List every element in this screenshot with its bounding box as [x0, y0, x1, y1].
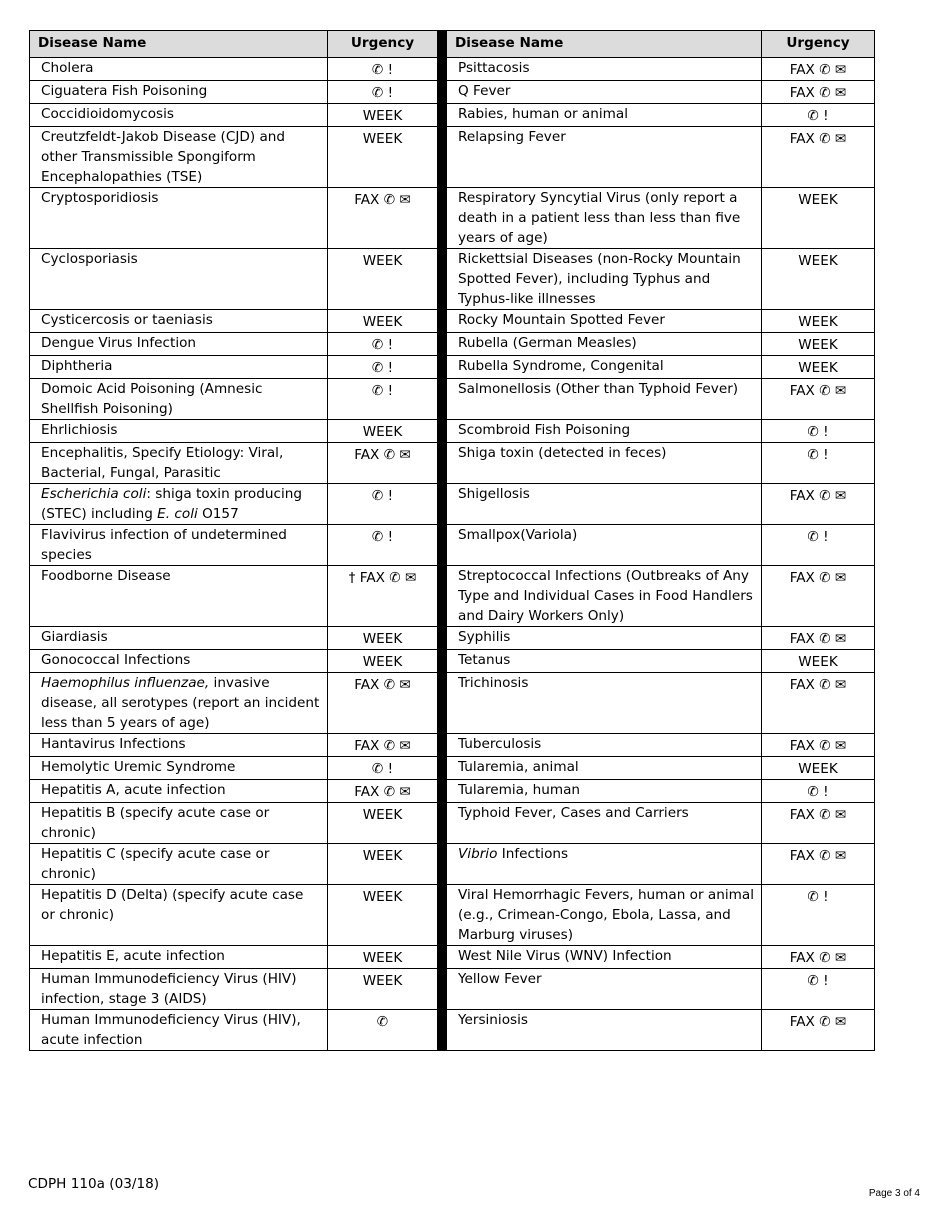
disease-name-text: Rabies, human or animal — [458, 106, 629, 122]
urgency-right — [762, 310, 875, 333]
column-separator — [438, 650, 447, 673]
disease-name-text: Domoic Acid Poisoning (Amnesic Shellfish Poisoning) — [41, 381, 263, 417]
disease-name-text: Ehrlichiosis — [41, 422, 118, 438]
form-id: CDPH 110a (03/18) — [28, 1176, 160, 1192]
disease-name-left — [30, 484, 328, 525]
header-disease-name-right: Disease Name — [447, 31, 762, 58]
disease-name-left — [30, 627, 328, 650]
disease-name-text: Giardiasis — [41, 629, 108, 645]
disease-name-text: Rubella Syndrome, Congenital — [458, 358, 664, 374]
column-separator — [438, 188, 447, 249]
column-separator — [438, 525, 447, 566]
urgency-code: WEEK — [798, 761, 838, 777]
table-row — [30, 969, 875, 1010]
urgency-code: FAX ✆ ✉ — [354, 738, 411, 754]
urgency-left — [328, 803, 438, 844]
urgency-code: WEEK — [362, 131, 403, 147]
urgency-code: FAX ✆ ✉ — [789, 807, 847, 823]
urgency-left — [328, 650, 438, 673]
urgency-code: ✆ ! — [807, 784, 829, 800]
disease-name-left — [30, 379, 328, 420]
disease-name-right — [447, 249, 762, 310]
disease-name-text: Creutzfeldt-Jakob Disease (CJD) and other Transmissible Spongiform Encephalopathies (TSE) — [41, 129, 286, 185]
page-number: Page 3 of 4 — [868, 1188, 920, 1199]
disease-name-italic: Vibrio — [458, 846, 498, 862]
urgency-code: FAX ✆ ✉ — [354, 447, 411, 463]
urgency-right — [762, 885, 875, 946]
urgency-left — [328, 525, 438, 566]
header-urgency-right: Urgency — [762, 31, 875, 58]
table-row — [30, 627, 875, 650]
disease-name-text: Yersiniosis — [458, 1012, 528, 1028]
urgency-right — [762, 104, 875, 127]
table-header-row — [30, 31, 875, 58]
urgency-code: WEEK — [362, 314, 403, 330]
urgency-code: FAX ✆ ✉ — [789, 85, 847, 101]
disease-name-right — [447, 650, 762, 673]
urgency-right — [762, 188, 875, 249]
column-separator — [438, 58, 447, 81]
table-row — [30, 566, 875, 627]
disease-name-left — [30, 249, 328, 310]
disease-name-text: Cryptosporidiosis — [41, 190, 159, 206]
disease-name-text: Relapsing Fever — [458, 129, 566, 145]
disease-name-text: Rubella (German Measles) — [458, 335, 637, 351]
column-separator — [438, 757, 447, 780]
disease-name-left — [30, 127, 328, 188]
table-row — [30, 310, 875, 333]
urgency-code: ✆ — [376, 1014, 389, 1030]
column-separator — [438, 803, 447, 844]
urgency-code: FAX ✆ ✉ — [789, 848, 847, 864]
disease-name-left — [30, 81, 328, 104]
urgency-code: WEEK — [798, 654, 838, 670]
disease-name-right — [447, 1010, 762, 1051]
urgency-right — [762, 58, 875, 81]
column-separator — [438, 484, 447, 525]
table-row — [30, 104, 875, 127]
disease-name-text: Human Immunodeficiency Virus (HIV), acute infection — [41, 1012, 301, 1048]
table-row — [30, 1010, 875, 1051]
disease-name-left — [30, 58, 328, 81]
disease-name-text: O157 — [197, 506, 239, 522]
urgency-code: ✆ ! — [371, 488, 394, 504]
table-row — [30, 650, 875, 673]
disease-name-left — [30, 757, 328, 780]
urgency-left — [328, 58, 438, 81]
urgency-code: WEEK — [362, 108, 403, 124]
disease-name-left — [30, 566, 328, 627]
urgency-left — [328, 844, 438, 885]
header-urgency-left: Urgency — [328, 31, 438, 58]
disease-name-left — [30, 780, 328, 803]
disease-name-text: Rickettsial Diseases (non-Rocky Mountain Spotted Fever), including Typhus and Typhus-like illnesses — [458, 251, 741, 307]
disease-name-text: Coccidioidomycosis — [41, 106, 174, 122]
urgency-left — [328, 734, 438, 757]
disease-name-text: Tularemia, animal — [458, 759, 579, 775]
disease-name-right — [447, 58, 762, 81]
disease-name-left — [30, 443, 328, 484]
disease-name-text: Hepatitis E, acute infection — [41, 948, 225, 964]
column-separator — [438, 127, 447, 188]
column-separator — [438, 443, 447, 484]
urgency-left — [328, 104, 438, 127]
urgency-code: ✆ ! — [371, 383, 394, 399]
disease-name-left — [30, 673, 328, 734]
disease-name-right — [447, 946, 762, 969]
urgency-right — [762, 127, 875, 188]
urgency-right — [762, 946, 875, 969]
column-separator — [438, 104, 447, 127]
disease-name-left — [30, 946, 328, 969]
urgency-right — [762, 420, 875, 443]
urgency-right — [762, 673, 875, 734]
column-separator — [438, 31, 447, 58]
urgency-left — [328, 673, 438, 734]
urgency-left — [328, 627, 438, 650]
urgency-code: WEEK — [798, 314, 838, 330]
column-separator — [438, 566, 447, 627]
column-separator — [438, 627, 447, 650]
urgency-code: FAX ✆ ✉ — [789, 131, 847, 147]
urgency-right — [762, 844, 875, 885]
disease-name-text: Psittacosis — [458, 60, 530, 76]
column-separator — [438, 946, 447, 969]
urgency-code: FAX ✆ ✉ — [354, 677, 411, 693]
disease-name-text: Shiga toxin (detected in feces) — [458, 445, 667, 461]
disease-name-right — [447, 127, 762, 188]
disease-name-left — [30, 885, 328, 946]
table-row — [30, 188, 875, 249]
urgency-left — [328, 969, 438, 1010]
table-row — [30, 844, 875, 885]
table-row — [30, 673, 875, 734]
urgency-right — [762, 757, 875, 780]
column-separator — [438, 844, 447, 885]
urgency-right — [762, 969, 875, 1010]
urgency-code: ✆ ! — [371, 62, 394, 78]
disease-name-text: Encephalitis, Specify Etiology: Viral, Bacterial, Fungal, Parasitic — [41, 445, 284, 481]
urgency-left — [328, 566, 438, 627]
urgency-left — [328, 443, 438, 484]
disease-name-right — [447, 104, 762, 127]
disease-name-left — [30, 650, 328, 673]
disease-name-right — [447, 310, 762, 333]
urgency-code: WEEK — [798, 360, 838, 376]
urgency-code: FAX ✆ ✉ — [354, 192, 411, 208]
disease-name-text: Smallpox(Variola) — [458, 527, 578, 543]
disease-name-right — [447, 81, 762, 104]
disease-name-text: Shigellosis — [458, 486, 530, 502]
disease-name-text: Viral Hemorrhagic Fevers, human or animal (e.g., Crimean-Congo, Ebola, Lassa, and Marburg viruses) — [458, 887, 754, 943]
reportable-diseases-table — [29, 30, 875, 1051]
urgency-right — [762, 484, 875, 525]
urgency-left — [328, 420, 438, 443]
table-row — [30, 58, 875, 81]
table-row — [30, 484, 875, 525]
column-separator — [438, 379, 447, 420]
disease-name-right — [447, 969, 762, 1010]
table-row — [30, 525, 875, 566]
disease-name-right — [447, 734, 762, 757]
urgency-code: ✆ ! — [807, 889, 829, 905]
urgency-left — [328, 356, 438, 379]
urgency-code: ✆ ! — [807, 973, 829, 989]
urgency-right — [762, 803, 875, 844]
disease-name-text: Cyclosporiasis — [41, 251, 138, 267]
urgency-left — [328, 81, 438, 104]
disease-name-text: Typhoid Fever, Cases and Carriers — [458, 805, 689, 821]
disease-name-right — [447, 627, 762, 650]
disease-name-text: Rocky Mountain Spotted Fever — [458, 312, 666, 328]
disease-name-right — [447, 803, 762, 844]
disease-name-text: Tularemia, human — [458, 782, 581, 798]
urgency-code: FAX ✆ ✉ — [789, 631, 847, 647]
urgency-right — [762, 1010, 875, 1051]
urgency-code: WEEK — [362, 654, 403, 670]
table-row — [30, 946, 875, 969]
disease-name-right — [447, 844, 762, 885]
urgency-left — [328, 310, 438, 333]
urgency-code: WEEK — [362, 631, 403, 647]
urgency-code: WEEK — [798, 337, 838, 353]
table-row — [30, 757, 875, 780]
column-separator — [438, 81, 447, 104]
disease-name-right — [447, 525, 762, 566]
urgency-right — [762, 650, 875, 673]
urgency-left — [328, 333, 438, 356]
urgency-code: ✆ ! — [371, 761, 394, 777]
urgency-code: WEEK — [362, 973, 403, 989]
disease-name-text: West Nile Virus (WNV) Infection — [458, 948, 672, 964]
urgency-code: FAX ✆ ✉ — [354, 784, 411, 800]
disease-table-container — [29, 30, 874, 1051]
disease-name-text: Scombroid Fish Poisoning — [458, 422, 631, 438]
disease-name-left — [30, 310, 328, 333]
column-separator — [438, 333, 447, 356]
disease-name-right — [447, 333, 762, 356]
urgency-code: † FAX ✆ ✉ — [348, 570, 417, 586]
urgency-code: FAX ✆ ✉ — [789, 570, 847, 586]
urgency-left — [328, 780, 438, 803]
disease-name-left — [30, 188, 328, 249]
urgency-code: FAX ✆ ✉ — [789, 1014, 847, 1030]
disease-name-left — [30, 734, 328, 757]
disease-name-text: Diphtheria — [41, 358, 113, 374]
disease-name-text: Hepatitis B (specify acute case or chronic) — [41, 805, 270, 841]
urgency-code: FAX ✆ ✉ — [789, 488, 847, 504]
table-row — [30, 885, 875, 946]
disease-name-right — [447, 379, 762, 420]
disease-name-left — [30, 104, 328, 127]
disease-name-text: Hepatitis C (specify acute case or chronic) — [41, 846, 270, 882]
urgency-right — [762, 81, 875, 104]
disease-name-text: Flavivirus infection of undetermined species — [41, 527, 287, 563]
disease-name-text: Hemolytic Uremic Syndrome — [41, 759, 236, 775]
column-separator — [438, 249, 447, 310]
urgency-code: WEEK — [362, 889, 403, 905]
disease-name-text: Syphilis — [458, 629, 511, 645]
disease-name-right — [447, 356, 762, 379]
urgency-code: FAX ✆ ✉ — [789, 677, 847, 693]
urgency-left — [328, 484, 438, 525]
disease-name-left — [30, 803, 328, 844]
disease-name-text: Hantavirus Infections — [41, 736, 186, 752]
urgency-right — [762, 443, 875, 484]
disease-name-right — [447, 420, 762, 443]
urgency-left — [328, 379, 438, 420]
disease-name-left — [30, 333, 328, 356]
urgency-code: WEEK — [362, 424, 403, 440]
urgency-left — [328, 946, 438, 969]
urgency-right — [762, 627, 875, 650]
urgency-right — [762, 249, 875, 310]
column-separator — [438, 1010, 447, 1051]
disease-name-left — [30, 1010, 328, 1051]
disease-name-text: Human Immunodeficiency Virus (HIV) infection, stage 3 (AIDS) — [41, 971, 297, 1007]
column-separator — [438, 310, 447, 333]
column-separator — [438, 885, 447, 946]
urgency-left — [328, 127, 438, 188]
disease-name-right — [447, 673, 762, 734]
urgency-right — [762, 333, 875, 356]
column-separator — [438, 734, 447, 757]
urgency-code: ✆ ! — [371, 85, 394, 101]
disease-name-text: Salmonellosis (Other than Typhoid Fever) — [458, 381, 739, 397]
column-separator — [438, 356, 447, 379]
disease-name-text: Ciguatera Fish Poisoning — [41, 83, 208, 99]
urgency-right — [762, 379, 875, 420]
disease-name-text: Q Fever — [458, 83, 511, 99]
disease-name-italic: Escherichia coli — [41, 486, 147, 502]
disease-name-right — [447, 443, 762, 484]
disease-name-left — [30, 969, 328, 1010]
disease-name-text: Cholera — [41, 60, 94, 76]
urgency-code: FAX ✆ ✉ — [789, 383, 847, 399]
table-row — [30, 249, 875, 310]
urgency-left — [328, 188, 438, 249]
disease-name-text: Trichinosis — [458, 675, 529, 691]
urgency-right — [762, 566, 875, 627]
table-row — [30, 127, 875, 188]
urgency-right — [762, 356, 875, 379]
header-disease-name-left: Disease Name — [30, 31, 328, 58]
table-row — [30, 420, 875, 443]
disease-name-right — [447, 757, 762, 780]
urgency-code: ✆ ! — [807, 529, 829, 545]
urgency-left — [328, 1010, 438, 1051]
disease-name-text: Infections — [497, 846, 569, 862]
disease-name-left — [30, 420, 328, 443]
table-row — [30, 734, 875, 757]
urgency-code: WEEK — [798, 192, 838, 208]
disease-name-text: Respiratory Syncytial Virus (only report a death in a patient less than less than five years of age) — [458, 190, 741, 246]
urgency-right — [762, 525, 875, 566]
table-row — [30, 81, 875, 104]
column-separator — [438, 780, 447, 803]
disease-name-text: Yellow Fever — [458, 971, 542, 987]
disease-name-text: Cysticercosis or taeniasis — [41, 312, 213, 328]
disease-name-text: Hepatitis D (Delta) (specify acute case or chronic) — [41, 887, 304, 923]
column-separator — [438, 673, 447, 734]
urgency-code: FAX ✆ ✉ — [789, 738, 847, 754]
disease-name-text: Dengue Virus Infection — [41, 335, 197, 351]
disease-name-right — [447, 188, 762, 249]
urgency-code: FAX ✆ ✉ — [789, 950, 847, 966]
table-row — [30, 803, 875, 844]
disease-name-text: Tetanus — [458, 652, 511, 668]
table-row — [30, 780, 875, 803]
disease-name-left — [30, 356, 328, 379]
disease-name-text: Streptococcal Infections (Outbreaks of Any Type and Individual Cases in Food Handlers and Dairy Workers Only) — [458, 568, 753, 624]
urgency-code: FAX ✆ ✉ — [789, 62, 847, 78]
disease-name-text: Gonococcal Infections — [41, 652, 191, 668]
disease-name-text: : shiga toxin producing (STEC) including — [41, 486, 302, 522]
disease-name-text: Foodborne Disease — [41, 568, 171, 584]
disease-name-italic: E. coli — [157, 506, 198, 522]
disease-name-right — [447, 780, 762, 803]
table-row — [30, 356, 875, 379]
urgency-code: ✆ ! — [807, 447, 829, 463]
disease-name-italic: Haemophilus influenzae, — [41, 675, 210, 691]
urgency-left — [328, 885, 438, 946]
disease-name-left — [30, 525, 328, 566]
disease-name-text: invasive disease, all serotypes (report an incident less than 5 years of age) — [41, 675, 320, 731]
urgency-code: ✆ ! — [371, 360, 394, 376]
urgency-code: ✆ ! — [371, 529, 394, 545]
urgency-code: WEEK — [362, 950, 403, 966]
urgency-left — [328, 249, 438, 310]
urgency-code: WEEK — [362, 848, 403, 864]
urgency-code: WEEK — [798, 253, 838, 269]
table-body — [30, 58, 875, 1051]
table-row — [30, 333, 875, 356]
disease-name-text: Tuberculosis — [458, 736, 542, 752]
disease-name-right — [447, 566, 762, 627]
table-row — [30, 379, 875, 420]
disease-name-left — [30, 844, 328, 885]
table-row — [30, 443, 875, 484]
column-separator — [438, 969, 447, 1010]
urgency-code: ✆ ! — [371, 337, 394, 353]
disease-name-right — [447, 484, 762, 525]
urgency-right — [762, 734, 875, 757]
urgency-right — [762, 780, 875, 803]
column-separator — [438, 420, 447, 443]
urgency-left — [328, 757, 438, 780]
urgency-code: WEEK — [362, 253, 403, 269]
disease-name-text: Hepatitis A, acute infection — [41, 782, 226, 798]
urgency-code: WEEK — [362, 807, 403, 823]
disease-name-right — [447, 885, 762, 946]
urgency-code: ✆ ! — [807, 108, 829, 124]
urgency-code: ✆ ! — [807, 424, 829, 440]
